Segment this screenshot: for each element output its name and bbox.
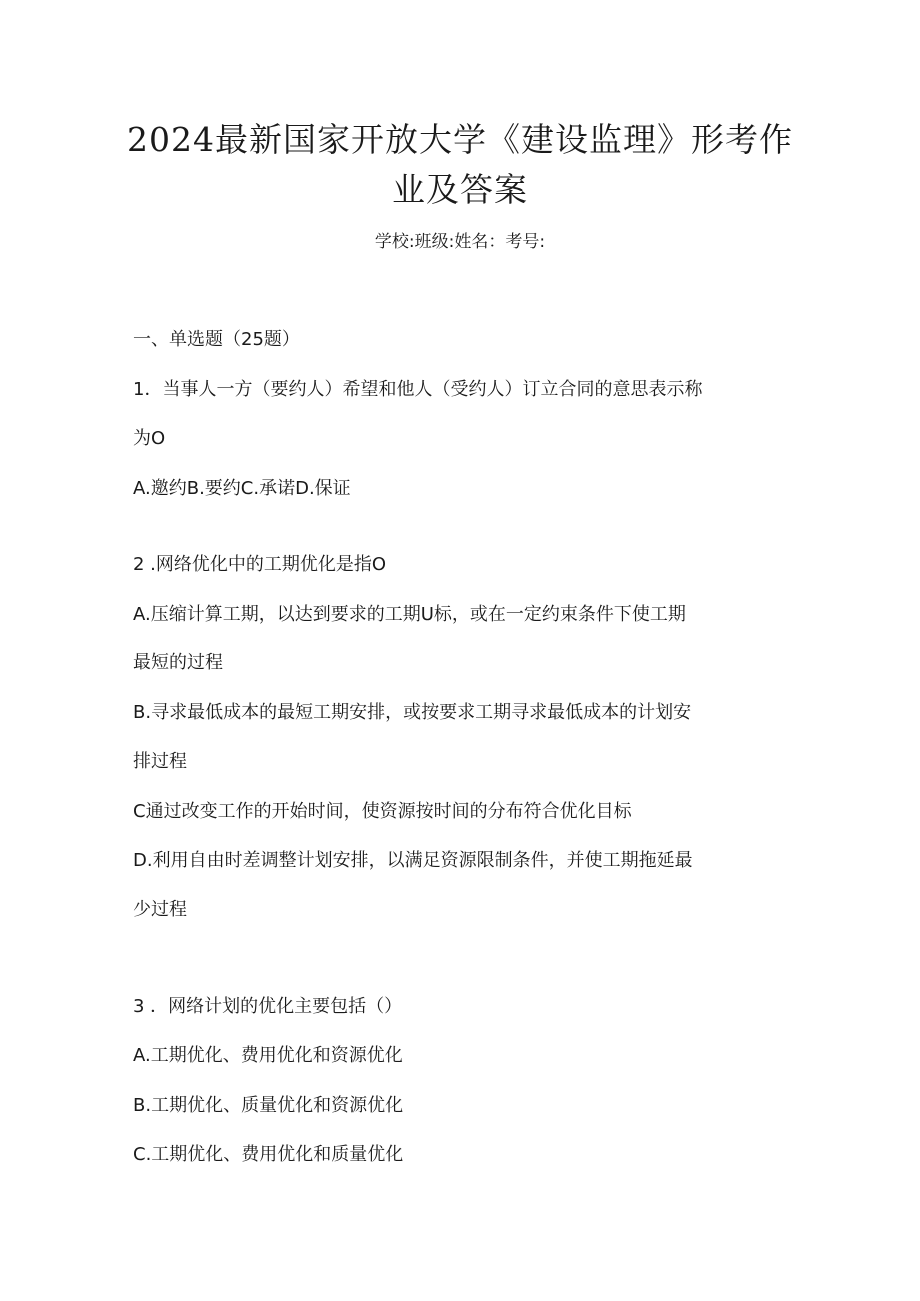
question-2-option-d-line-2: 少过程 [133, 899, 187, 920]
question-2-option-b-line-1: B.寻求最低成本的最短工期安排，或按要求工期寻求最低成本的计划安 [133, 702, 692, 723]
question-2-option-c: C通过改变工作的开始时间，使资源按时间的分布符合优化目标 [133, 801, 632, 822]
question-1-stem-line-2: 为O [133, 428, 166, 449]
question-2-stem: 2 .网络优化中的工期优化是指O [133, 554, 387, 575]
question-3-stem: 3 ．网络计划的优化主要包括（） [133, 996, 403, 1017]
section-heading: 一、单选题（25题） [133, 329, 300, 350]
question-2-option-a-line-1: A.压缩计算工期，以达到要求的工期U标，或在一定约束条件下使工期 [133, 604, 686, 625]
question-1-options: A.邀约B.要约C.承诺D.保证 [133, 478, 351, 499]
question-3-option-a: A.工期优化、费用优化和资源优化 [133, 1045, 403, 1066]
question-1-stem-line-1: 1．当事人一方（要约人）希望和他人（受约人）订立合同的意思表示称 [133, 379, 703, 400]
question-2-option-a-line-2: 最短的过程 [133, 652, 223, 673]
question-3-option-b: B.工期优化、质量优化和资源优化 [133, 1095, 404, 1116]
student-info-line: 学校:班级:姓名：考号: [374, 232, 546, 252]
question-3-option-c: C.工期优化、费用优化和质量优化 [133, 1144, 404, 1165]
document-title-line-2: 业及答案 [392, 170, 528, 209]
question-2-option-d-line-1: D.利用自由时差调整计划安排，以满足资源限制条件，并使工期拖延最 [133, 850, 693, 871]
document-title-line-1: 2024最新国家开放大学《建设监理》形考作 [127, 120, 793, 159]
question-2-option-b-line-2: 排过程 [133, 751, 187, 772]
